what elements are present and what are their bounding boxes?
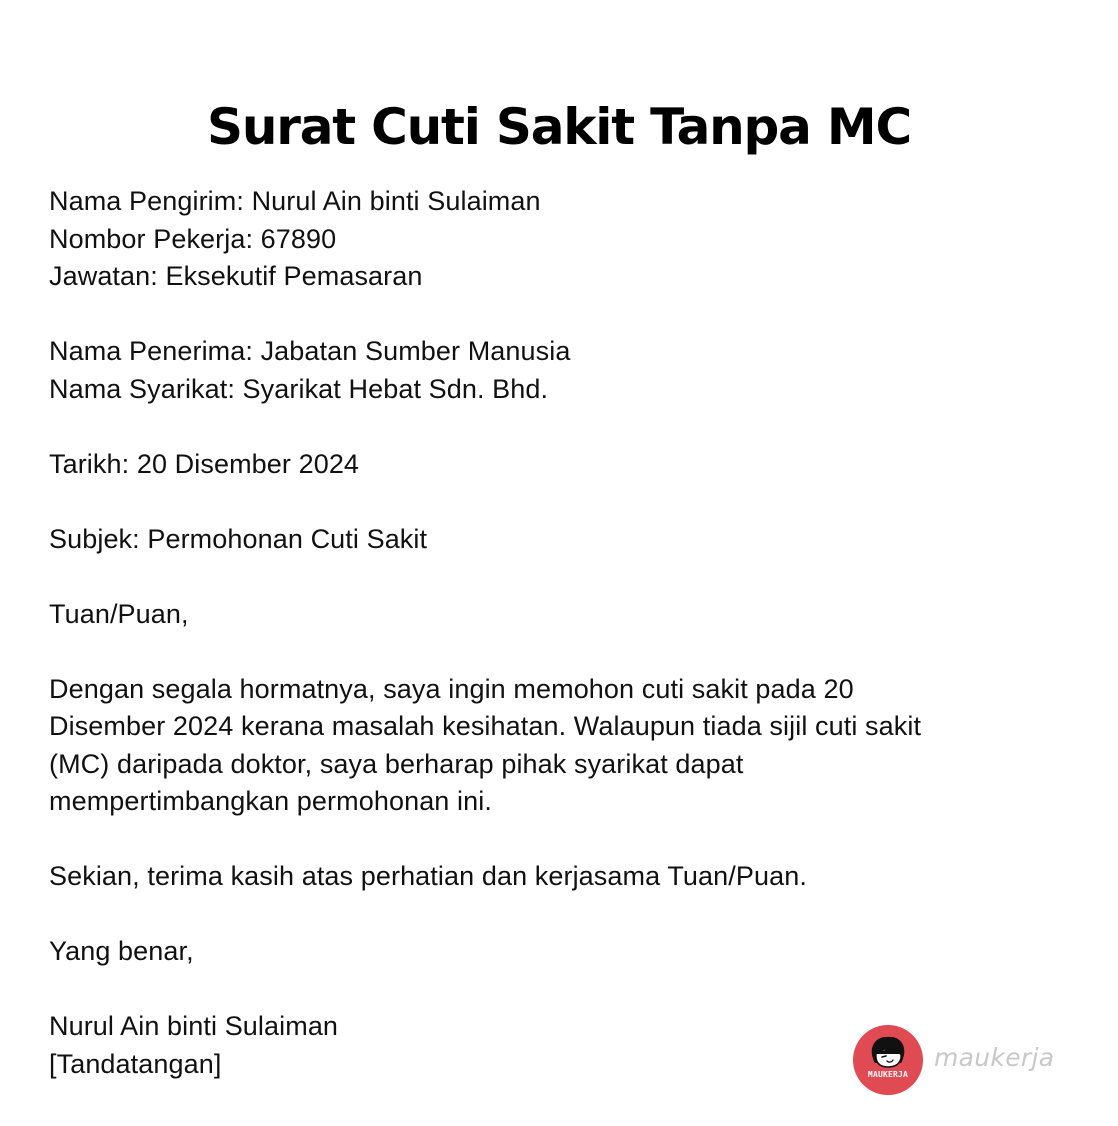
body-paragraph-line: mempertimbangkan permohonan ini. [49, 786, 492, 816]
letter-date: Tarikh: 20 Disember 2024 [49, 448, 360, 479]
body-paragraph-line: Disember 2024 kerana masalah kesihatan. Walaupun tiada sijil cuti sakit [49, 711, 922, 741]
letter-subject: Subjek: Permohonan Cuti Sakit [49, 523, 428, 554]
page-title: Surat Cuti Sakit Tanpa MC [207, 97, 911, 156]
spacer [49, 296, 1079, 334]
signature-placeholder: [Tandatangan] [49, 1048, 222, 1079]
spacer [49, 558, 1079, 596]
body-paragraph-line: Dengan segala hormatnya, saya ingin memohon cuti sakit pada 20 [49, 673, 854, 704]
spacer [49, 633, 1079, 671]
brand-wordmark: maukerja [934, 1042, 1055, 1072]
closing-line: Sekian, terima kasih atas perhatian dan kerjasama Tuan/Puan. [49, 861, 807, 891]
spacer [49, 408, 1079, 446]
salutation: Tuan/Puan, [49, 598, 189, 629]
logo-badge-text: MAUKERJA [867, 1070, 909, 1079]
mascot-face-icon [853, 1025, 923, 1095]
sender-employee-number: Nombor Pekerja: 67890 [49, 223, 337, 254]
valediction: Yang benar, [49, 936, 194, 966]
letter-body [49, 183, 1079, 1083]
signer-name: Nurul Ain binti Sulaiman [49, 1011, 339, 1041]
recipient-company: Nama Syarikat: Syarikat Hebat Sdn. Bhd. [49, 373, 549, 404]
brand-watermark [853, 1025, 1054, 1095]
spacer [49, 896, 1079, 934]
maukerja-logo [853, 1025, 923, 1095]
spacer [49, 821, 1079, 859]
spacer [49, 483, 1079, 521]
spacer [49, 971, 1079, 1009]
sender-name: Nama Pengirim: Nurul Ain binti Sulaiman [49, 186, 541, 216]
recipient-name: Nama Penerima: Jabatan Sumber Manusia [49, 336, 571, 366]
sender-position: Jawatan: Eksekutif Pemasaran [49, 261, 423, 291]
body-paragraph-line: (MC) daripada doktor, saya berharap pihak syarikat dapat [49, 748, 744, 779]
